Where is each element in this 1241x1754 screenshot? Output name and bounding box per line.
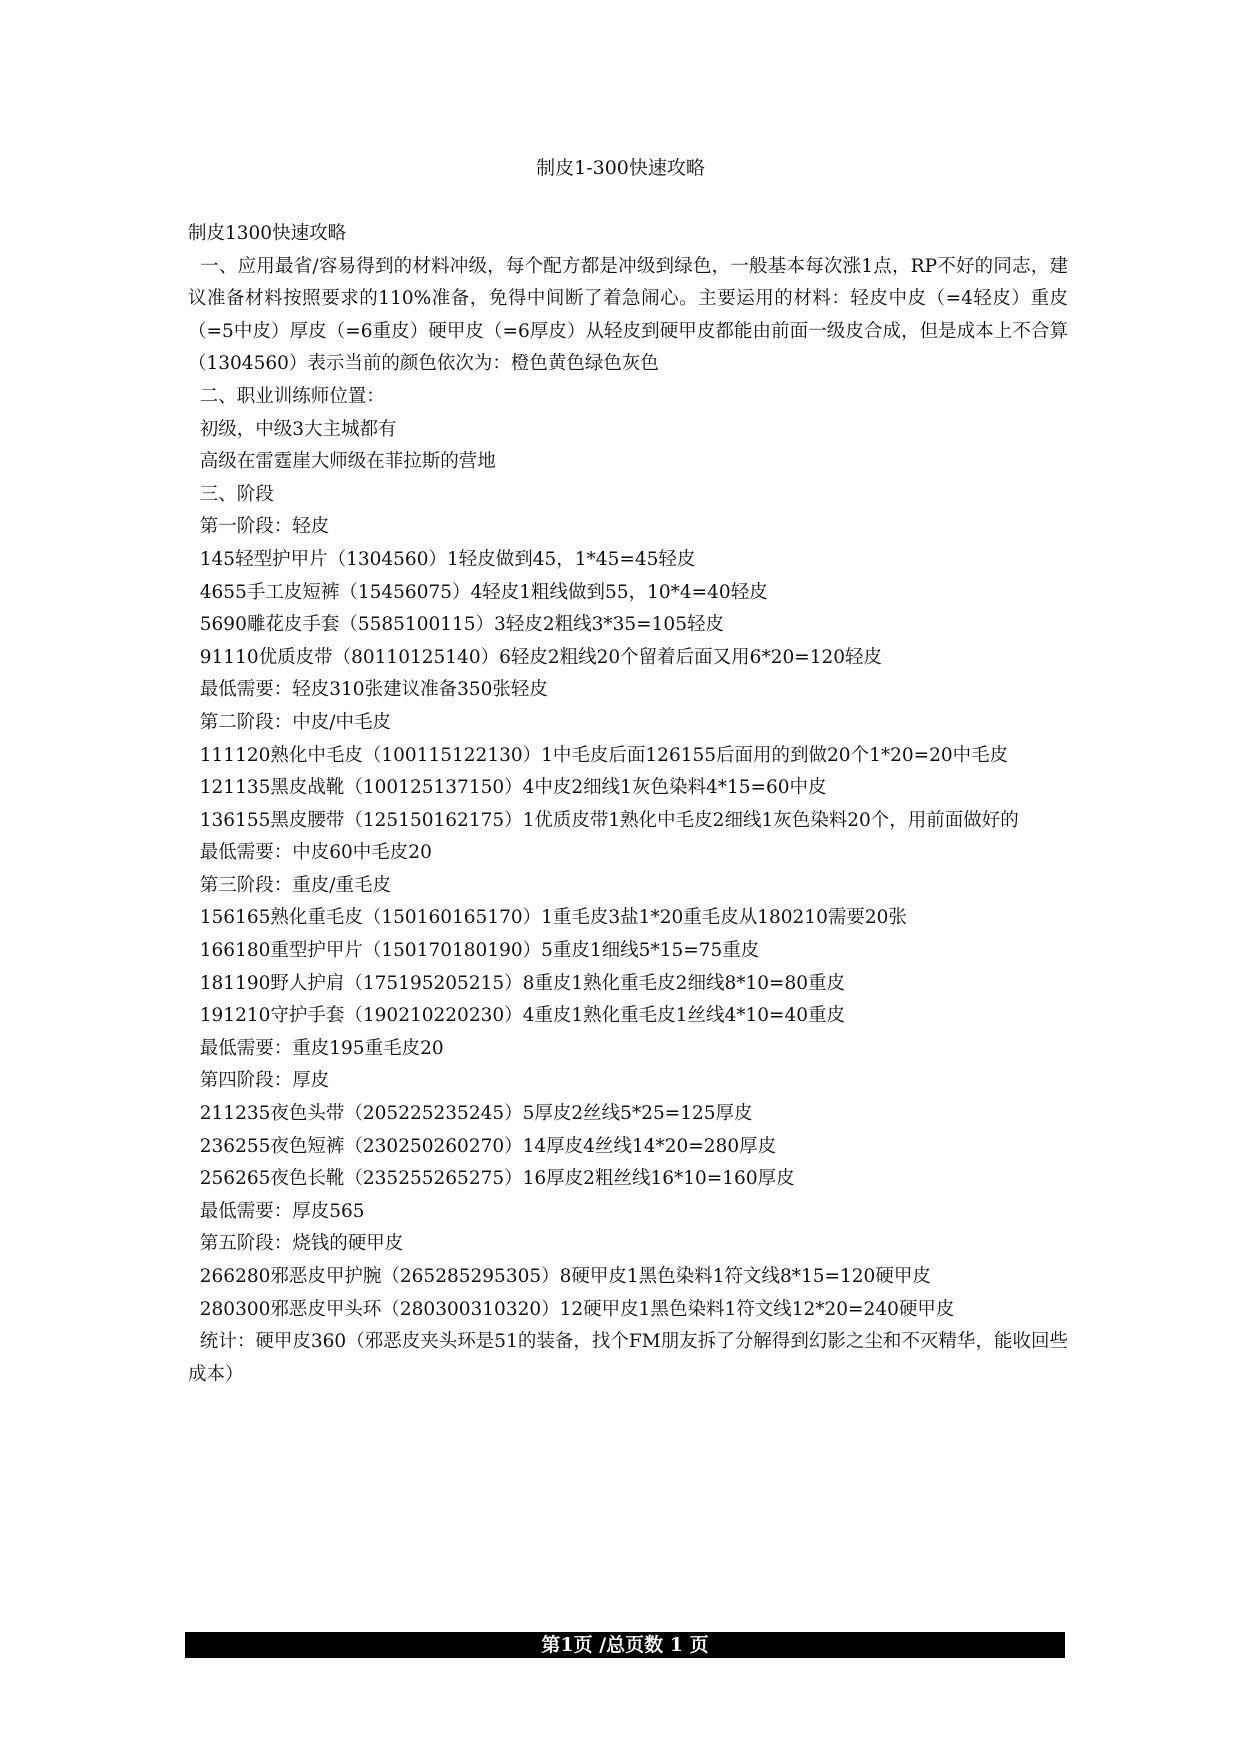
paragraph: 一、应用最省/容易得到的材料冲级，每个配方都是冲级到绿色，一般基本每次涨1点，RP不好的同志，建议准备材料按照要求的110%准备，免得中间断了着急闹心。主要运用的材料：轻皮中皮（=4轻皮）重皮（=5中皮）厚皮（=6重皮）硬甲皮（=6厚皮）从轻皮到硬甲皮都能由前面一级皮合成，但是成本上不合算（1304560）表示当前的颜色依次为：橙色黄色绿色灰色 <box>188 255 1068 375</box>
paragraph: 191210守护手套（190210220230）4重皮1熟化重毛皮1丝线4*10=40重皮 <box>188 1005 846 1027</box>
paragraph: 第四阶段：厚皮 <box>188 1070 330 1092</box>
paragraph: 280300邪恶皮甲头环（280300310320）12硬甲皮1黑色染料1符文线12*20=240硬甲皮 <box>188 1298 955 1320</box>
paragraph: 最低需要：轻皮310张建议准备350张轻皮 <box>188 679 548 701</box>
paragraph: 91110优质皮带（80110125140）6轻皮2粗线20个留着后面又用6*20=120轻皮 <box>188 646 883 668</box>
paragraph: 制皮1300快速攻略 <box>188 223 347 244</box>
paragraph: 第五阶段：烧钱的硬甲皮 <box>188 1233 404 1255</box>
page-footer: 第1页 /总页数 1 页 <box>185 1632 1065 1658</box>
document-title: 制皮1-300快速攻略 <box>536 157 705 179</box>
paragraph: 256265夜色长靴（235255265275）16厚皮2粗丝线16*10=160厚皮 <box>188 1168 795 1190</box>
paragraph: 145轻型护甲片（1304560）1轻皮做到45，1*45=45轻皮 <box>188 548 696 570</box>
paragraph: 二、职业训练师位置： <box>188 385 385 407</box>
paragraph: 第三阶段：重皮/重毛皮 <box>188 874 391 896</box>
paragraph: 166180重型护甲片（150170180190）5重皮1细线5*15=75重皮 <box>188 940 760 962</box>
paragraph: 181190野人护肩（175195205215）8重皮1熟化重毛皮2细线8*10=80重皮 <box>188 972 846 994</box>
paragraph: 第二阶段：中皮/中毛皮 <box>188 711 391 733</box>
paragraph: 高级在雷霆崖大师级在菲拉斯的营地 <box>188 451 496 473</box>
paragraph: 最低需要：厚皮565 <box>188 1200 365 1222</box>
paragraph: 136155黑皮腰带（125150162175）1优质皮带1熟化中毛皮2细线1灰色染料20个，用前面做好的 <box>188 809 1019 831</box>
document-body <box>188 218 1068 1391</box>
paragraph: 236255夜色短裤（230250260270）14厚皮4丝线14*20=280厚皮 <box>188 1135 777 1157</box>
paragraph: 最低需要：重皮195重毛皮20 <box>188 1037 444 1059</box>
paragraph: 111120熟化中毛皮（100115122130）1中毛皮后面126155后面用的到做20个1*20=20中毛皮 <box>188 744 1009 766</box>
paragraph: 156165熟化重毛皮（150160165170）1重毛皮3盐1*20重毛皮从180210需要20张 <box>188 907 907 929</box>
paragraph: 121135黑皮战靴（100125137150）4中皮2细线1灰色染料4*15=60中皮 <box>188 777 827 799</box>
paragraph: 初级，中级3大主城都有 <box>188 418 397 440</box>
paragraph: 266280邪恶皮甲护腕（265285295305）8硬甲皮1黑色染料1符文线8*15=120硬甲皮 <box>188 1266 931 1287</box>
paragraph: 211235夜色头带（205225235245）5厚皮2丝线5*25=125厚皮 <box>188 1103 753 1125</box>
paragraph: 三、阶段 <box>188 483 274 505</box>
paragraph: 4655手工皮短裤（15456075）4轻皮1粗线做到55，10*4=40轻皮 <box>188 581 768 603</box>
paragraph: 5690雕花皮手套（5585100115）3轻皮2粗线3*35=105轻皮 <box>188 614 724 636</box>
paragraph: 统计：硬甲皮360（邪恶皮夹头环是51的装备，找个FM朋友拆了分解得到幻影之尘和不灭精华，能收回些成本） <box>188 1331 1068 1385</box>
paragraph: 最低需要：中皮60中毛皮20 <box>188 842 432 864</box>
paragraph: 第一阶段：轻皮 <box>188 516 330 538</box>
